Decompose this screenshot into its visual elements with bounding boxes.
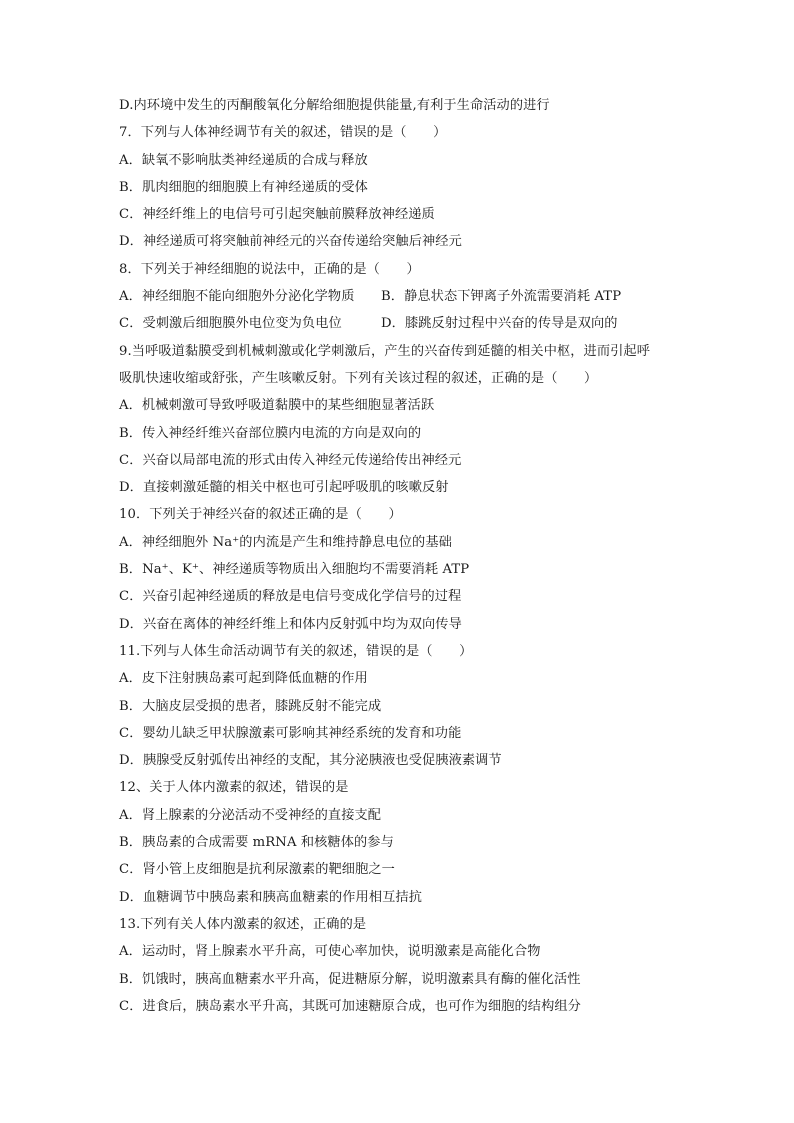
question-stem: 7．下列与人体神经调节有关的叙述，错误的是（ ） bbox=[119, 125, 447, 141]
option-pair-line bbox=[119, 310, 699, 337]
option-line: C．兴奋以局部电流的形式由传入神经元传递给传出神经元 bbox=[119, 452, 462, 468]
document-page bbox=[119, 92, 699, 1020]
option-pair-line bbox=[119, 283, 699, 310]
option-text: C．受刺激后细胞膜外电位变为负电位 bbox=[119, 316, 342, 332]
option-line: C．肾小管上皮细胞是抗利尿激素的靶细胞之一 bbox=[119, 862, 395, 878]
option-line: A．机械刺激可导致呼吸道黏膜中的某些细胞显著活跃 bbox=[119, 398, 435, 414]
option-line: A．神经细胞外 Na⁺的内流是产生和维持静息电位的基础 bbox=[119, 534, 452, 550]
option-line: B．胰岛素的合成需要 mRNA 和核糖体的参与 bbox=[119, 835, 394, 851]
question-stem: 13.下列有关人体内激素的叙述，正确的是 bbox=[119, 916, 367, 932]
option-line: A．运动时，肾上腺素水平升高，可使心率加快，说明激素是高能化合物 bbox=[119, 944, 541, 960]
option-line: A．肾上腺素的分泌活动不受神经的直接支配 bbox=[119, 807, 382, 823]
option-line: D．兴奋在离体的神经纤维上和体内反射弧中均为双向传导 bbox=[119, 616, 462, 632]
question-stem: 9.当呼吸道黏膜受到机械刺激或化学刺激后，产生的兴奋传到延髓的相关中枢，进而引起呼 bbox=[119, 343, 650, 359]
question-stem: 10．下列关于神经兴奋的叙述正确的是（ ） bbox=[119, 507, 402, 523]
option-line: D．血糖调节中胰岛素和胰高血糖素的作用相互拮抗 bbox=[119, 889, 422, 905]
option-text: A．神经细胞不能向细胞外分泌化学物质 bbox=[119, 289, 355, 305]
option-line: D．直接刺激延髓的相关中枢也可引起呼吸肌的咳嗽反射 bbox=[119, 480, 449, 496]
option-line: C．神经纤维上的电信号可引起突触前膜释放神经递质 bbox=[119, 207, 435, 223]
option-text: D．膝跳反射过程中兴奋的传导是双向的 bbox=[381, 316, 618, 332]
option-line: B．Na⁺、K⁺、神经递质等物质出入细胞均不需要消耗 ATP bbox=[119, 562, 470, 578]
option-line: C．婴幼儿缺乏甲状腺激素可影响其神经系统的发育和功能 bbox=[119, 725, 462, 741]
question-stem: 8．下列关于神经细胞的说法中，正确的是（ ） bbox=[119, 261, 420, 277]
option-line: A．皮下注射胰岛素可起到降低血糖的作用 bbox=[119, 671, 368, 687]
option-line: D．胰腺受反射弧传出神经的支配，其分泌胰液也受促胰液素调节 bbox=[119, 753, 502, 769]
question-stem: 吸肌快速收缩或舒张，产生咳嗽反射。下列有关该过程的叙述，正确的是（ ） bbox=[119, 370, 598, 386]
option-line: D.内环境中发生的丙酮酸氧化分解给细胞提供能量,有利于生命活动的进行 bbox=[119, 98, 550, 113]
option-line: B．大脑皮层受损的患者，膝跳反射不能完成 bbox=[119, 698, 382, 714]
option-line: B．传入神经纤维兴奋部位膜内电流的方向是双向的 bbox=[119, 425, 422, 441]
option-line: C．兴奋引起神经递质的释放是电信号变成化学信号的过程 bbox=[119, 589, 462, 605]
option-line: A．缺氧不影响肽类神经递质的合成与释放 bbox=[119, 152, 368, 168]
question-stem: 12、关于人体内激素的叙述，错误的是 bbox=[119, 780, 349, 796]
option-text: B．静息状态下钾离子外流需要消耗 ATP bbox=[381, 289, 622, 305]
option-line: D．神经递质可将突触前神经元的兴奋传递给突触后神经元 bbox=[119, 234, 462, 250]
option-line: C．进食后，胰岛素水平升高，其既可加速糖原合成，也可作为细胞的结构组分 bbox=[119, 998, 581, 1014]
option-line: B．饥饿时，胰高血糖素水平升高，促进糖原分解，说明激素具有酶的催化活性 bbox=[119, 971, 581, 987]
option-line: B．肌肉细胞的细胞膜上有神经递质的受体 bbox=[119, 179, 368, 195]
question-stem: 11.下列与人体生命活动调节有关的叙述，错误的是（ ） bbox=[119, 643, 473, 659]
